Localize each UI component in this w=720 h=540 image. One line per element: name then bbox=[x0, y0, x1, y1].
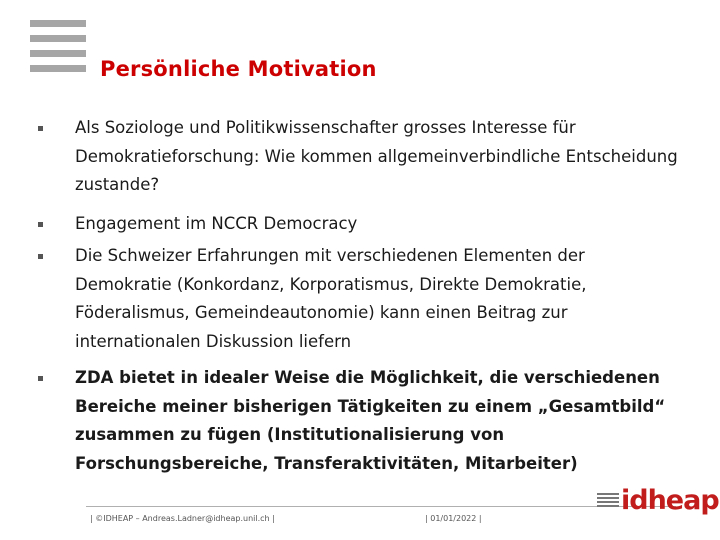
footer-divider bbox=[86, 506, 676, 507]
bullet-item bbox=[38, 242, 678, 356]
brand-name: idheap bbox=[621, 485, 719, 516]
bullet-marker-icon bbox=[38, 254, 43, 259]
footer-date: | 01/01/2022 | bbox=[425, 514, 482, 523]
bullet-item bbox=[38, 210, 678, 239]
bullet-text: Die Schweizer Erfahrungen mit verschiedenen Elementen der Demokratie (Konkordanz, Korporatismus, Direkte Demokratie, Föderalismus, Gemeindeautonomie) kann einen Beitrag zur internationalen Diskussion liefern bbox=[75, 246, 587, 351]
bullet-list bbox=[38, 114, 678, 478]
logo-bar bbox=[30, 65, 86, 72]
slide-title: Persönliche Motivation bbox=[100, 57, 377, 81]
bullet-marker-icon bbox=[38, 126, 43, 131]
bullet-text: Als Soziologe und Politikwissenschafter grosses Interesse für Demokratieforschung: Wie kommen allgemeinverbindliche Entscheidung zustande? bbox=[75, 118, 678, 194]
bullet-marker-icon bbox=[38, 222, 43, 227]
bullet-text: ZDA bietet in idealer Weise die Möglichkeit, die verschiedenen Bereiche meiner bisherigen Tätigkeiten zu einem „Gesamtbild“ zusammen zu fügen (Institutionalisierung von Forschungsbereiche, Transferaktivitäten, Mitarbeiter) bbox=[75, 368, 666, 473]
header-logo-bars bbox=[30, 20, 86, 80]
logo-bar bbox=[30, 50, 86, 57]
bullet-marker-icon bbox=[38, 376, 43, 381]
logo-stripes-icon bbox=[597, 493, 619, 509]
footer-author: | ©IDHEAP – Andreas.Ladner@idheap.unil.ch | bbox=[90, 514, 275, 523]
logo-bar bbox=[30, 35, 86, 42]
bullet-item bbox=[38, 114, 678, 200]
bullet-item bbox=[38, 364, 678, 478]
idheap-logo bbox=[597, 485, 719, 519]
logo-bar bbox=[30, 20, 86, 27]
bullet-text: Engagement im NCCR Democracy bbox=[75, 213, 358, 233]
